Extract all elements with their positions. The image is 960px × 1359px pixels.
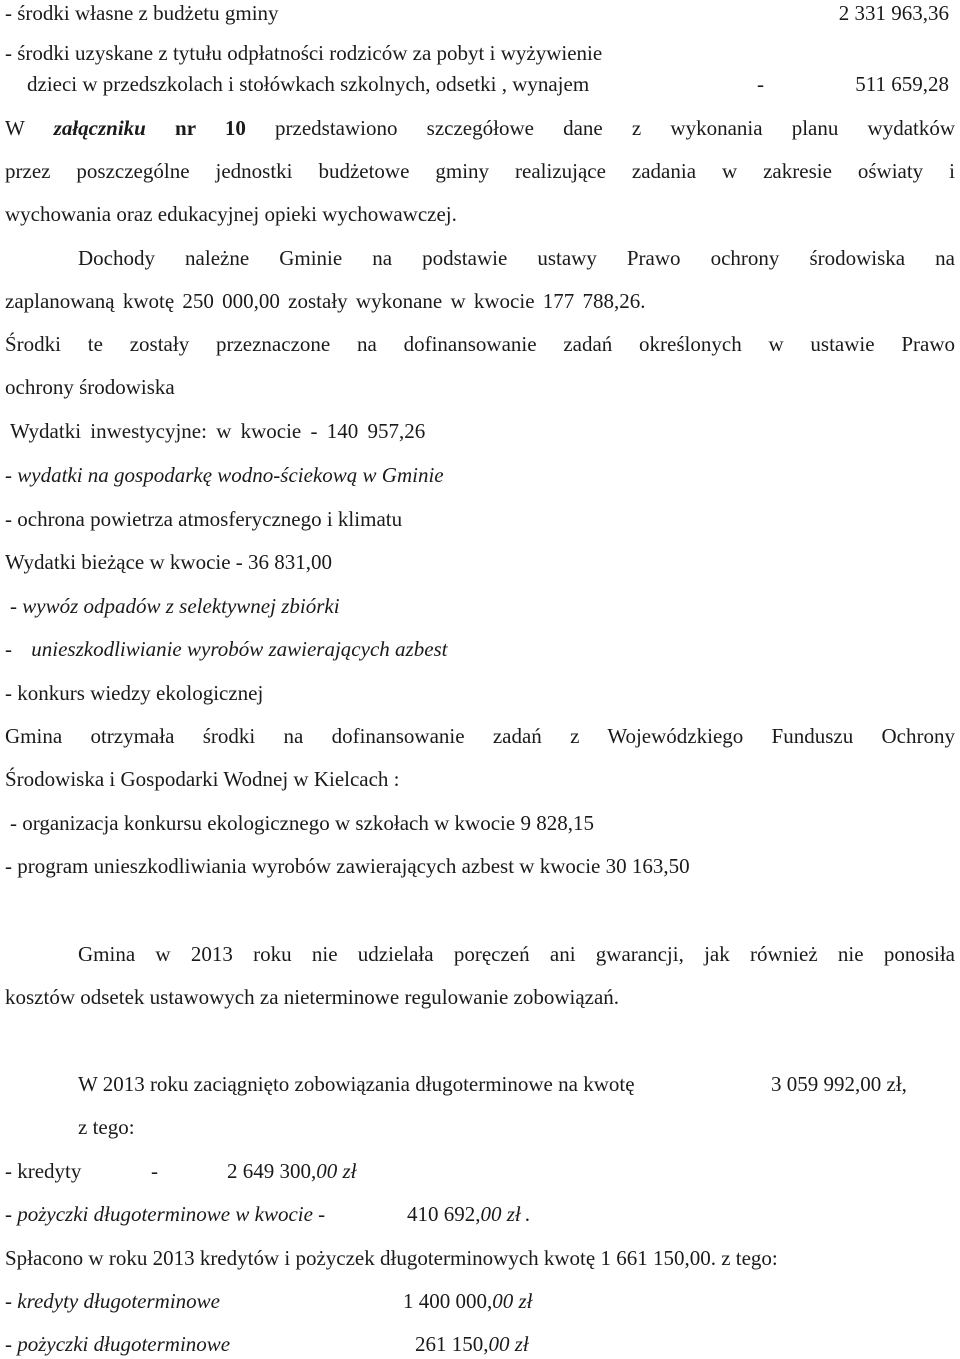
debt-repaid-loans-amount-wrap bbox=[415, 1331, 529, 1357]
debt-credits-amount-wrap bbox=[227, 1158, 357, 1184]
env-cur-item2-dash: - bbox=[5, 637, 12, 661]
debt-repaid-loans-line bbox=[5, 1331, 955, 1357]
guarantees-line2: kosztów odsetek ustawowych za nieterminowe regulowanie zobowiązań. bbox=[5, 985, 620, 1009]
debt-loans-label: - pożyczki długoterminowe w kwocie - bbox=[5, 1202, 326, 1226]
debt-incurred-line bbox=[5, 1071, 955, 1097]
debt-incurred: W 2013 roku zaciągnięto zobowiązania długoterminowe na kwotę bbox=[78, 1072, 635, 1096]
env-cur-item2: unieszkodliwianie wyrobów zawierających azbest bbox=[31, 637, 448, 661]
annex-prefix: W bbox=[5, 116, 25, 140]
funding-parents-text: dzieci w przedszkolach i stołówkach szkolnych, odsetki , wynajem bbox=[27, 72, 590, 96]
debt-repaid-credits-label: - kredyty długoterminowe bbox=[5, 1289, 220, 1313]
env-inv-item2: - ochrona powietrza atmosferycznego i klimatu bbox=[5, 507, 403, 531]
env-current: Wydatki bieżące w kwocie - 36 831,00 bbox=[5, 550, 333, 574]
debt-loans-end: . bbox=[524, 1202, 531, 1226]
env-cur-item1: - wywóz odpadów z selektywnej zbiórki bbox=[10, 594, 340, 618]
annex-line1 bbox=[5, 115, 955, 141]
env-line2: zaplanowaną kwotę 250 000,00 zostały wykonane w kwocie 177 788,26. bbox=[5, 289, 646, 313]
debt-repaid-credits-amount: 1 400 000, bbox=[403, 1289, 493, 1313]
funding-parents-dash: - bbox=[757, 72, 764, 96]
funding-own-label: - środki własne z budżetu gminy bbox=[5, 1, 279, 25]
debt-credits-dash: - bbox=[151, 1159, 158, 1183]
wfos-line2: Środowiska i Gospodarki Wodnej w Kielcach : bbox=[5, 767, 400, 791]
debt-repaid-credits-line bbox=[5, 1288, 955, 1314]
debt-credits-line bbox=[5, 1158, 955, 1184]
env-line1: Dochody należne Gminie na podstawie ustawy Prawo ochrony środowiska na bbox=[78, 246, 955, 270]
annex-ref: załączniku bbox=[53, 116, 146, 140]
funding-own-line bbox=[5, 0, 955, 26]
annex-ref-num: nr 10 bbox=[175, 116, 246, 140]
debt-of-which: z tego: bbox=[78, 1115, 135, 1139]
env-line3: Środki te zostały przeznaczone na dofinansowanie zadań określonych w ustawie Prawo bbox=[5, 332, 955, 356]
debt-repaid-credits-amount-it: 00 zł bbox=[492, 1289, 533, 1313]
funding-parents-line1: - środki uzyskane z tytułu odpłatności rodziców za pobyt i wyżywienie bbox=[5, 41, 603, 65]
debt-repaid-loans-amount: 261 150, bbox=[415, 1332, 489, 1356]
debt-repaid: Spłacono w roku 2013 kredytów i pożyczek długoterminowych kwotę 1 661 150,00. z tego: bbox=[5, 1246, 778, 1270]
debt-repaid-loans-label: - pożyczki długoterminowe bbox=[5, 1332, 231, 1356]
env-line4: ochrony środowiska bbox=[5, 375, 175, 399]
debt-credits-amount: 2 649 300, bbox=[227, 1159, 317, 1183]
annex-rest: przedstawiono szczegółowe dane z wykonania planu wydatków bbox=[275, 116, 956, 140]
debt-loans-amount-wrap bbox=[407, 1201, 530, 1227]
debt-loans-amount-it: 00 zł bbox=[480, 1202, 521, 1226]
debt-credits-label: - kredyty bbox=[5, 1159, 82, 1183]
debt-credits-amount-it: 00 zł bbox=[316, 1159, 357, 1183]
wfos-line1: Gmina otrzymała środki na dofinansowanie zadań z Wojewódzkiego Funduszu Ochrony bbox=[5, 724, 955, 748]
env-inv-item1: - wydatki na gospodarkę wodno-ściekową w Gminie bbox=[5, 463, 444, 487]
wfos-item1: - organizacja konkursu ekologicznego w szkołach w kwocie 9 828,15 bbox=[10, 811, 594, 835]
wfos-item2: - program unieszkodliwiania wyrobów zawierających azbest w kwocie 30 163,50 bbox=[5, 854, 690, 878]
debt-loans-amount: 410 692, bbox=[407, 1202, 481, 1226]
funding-parents-amount: 511 659,28 bbox=[855, 72, 949, 96]
debt-loans-line bbox=[5, 1201, 955, 1227]
debt-repaid-credits-amount-wrap bbox=[403, 1288, 533, 1314]
env-investment: Wydatki inwestycyjne: w kwocie - 140 957,26 bbox=[10, 419, 426, 443]
env-cur-item3: - konkurs wiedzy ekologicznej bbox=[5, 681, 264, 705]
debt-repaid-loans-amount-it: 00 zł bbox=[488, 1332, 529, 1356]
env-cur-item2-line bbox=[5, 636, 955, 662]
annex-line3: wychowania oraz edukacyjnej opieki wychowawczej. bbox=[5, 202, 457, 226]
guarantees-line1: Gmina w 2013 roku nie udzielała poręczeń ani gwarancji, jak również nie ponosiła bbox=[78, 942, 955, 966]
funding-parents-line2 bbox=[5, 71, 955, 97]
debt-incurred-amount: 3 059 992,00 zł, bbox=[771, 1072, 907, 1096]
annex-line2: przez poszczególne jednostki budżetowe gminy realizujące zadania w zakresie oświaty i bbox=[5, 159, 955, 183]
funding-own-amount: 2 331 963,36 bbox=[838, 1, 949, 25]
